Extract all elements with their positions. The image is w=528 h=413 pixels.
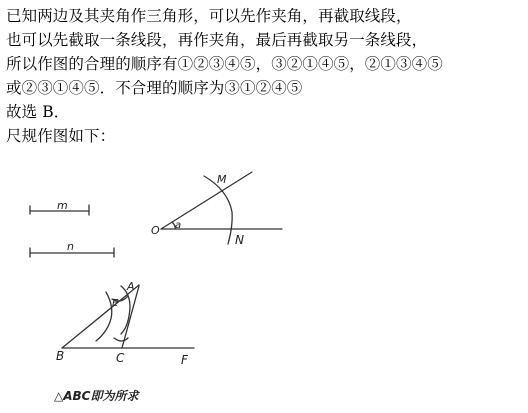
figure-caption: △ABC即为所求 [54,389,139,403]
construction-arc-b [96,292,112,341]
side-ca [122,286,139,348]
vertex-o-label: O [151,224,160,237]
segment-n-label: n [67,240,74,253]
ray-n-label: N [235,233,244,247]
point-f-label: F [181,353,188,367]
angle-a-label: a [175,220,182,231]
text-line-3: 所以作图的合理的顺序有①②③④⑤，③②①④⑤，②①③④⑤ [6,55,443,73]
angle-compass-arc [204,176,232,244]
text-line-2: 也可以先截取一条线段，再作夹角，最后再截取另一条线段， [6,31,428,49]
segment-m-label: m [57,199,68,212]
point-c-label: C [116,351,125,365]
text-line-4: 或②③①④⑤．不合理的顺序为③①②④⑤ [6,79,303,97]
point-e-label: E [112,298,119,309]
point-b-label: B [56,349,65,363]
text-line-5: 故选 B． [6,103,70,121]
text-line-6: 尺规作图如下： [6,127,116,145]
ray-m-label: M [217,173,227,186]
point-a-label: A [127,280,135,293]
construction-arc-c [114,338,128,341]
text-line-1: 已知两边及其夹角作三角形，可以先作夹角，再截取线段， [6,7,412,25]
